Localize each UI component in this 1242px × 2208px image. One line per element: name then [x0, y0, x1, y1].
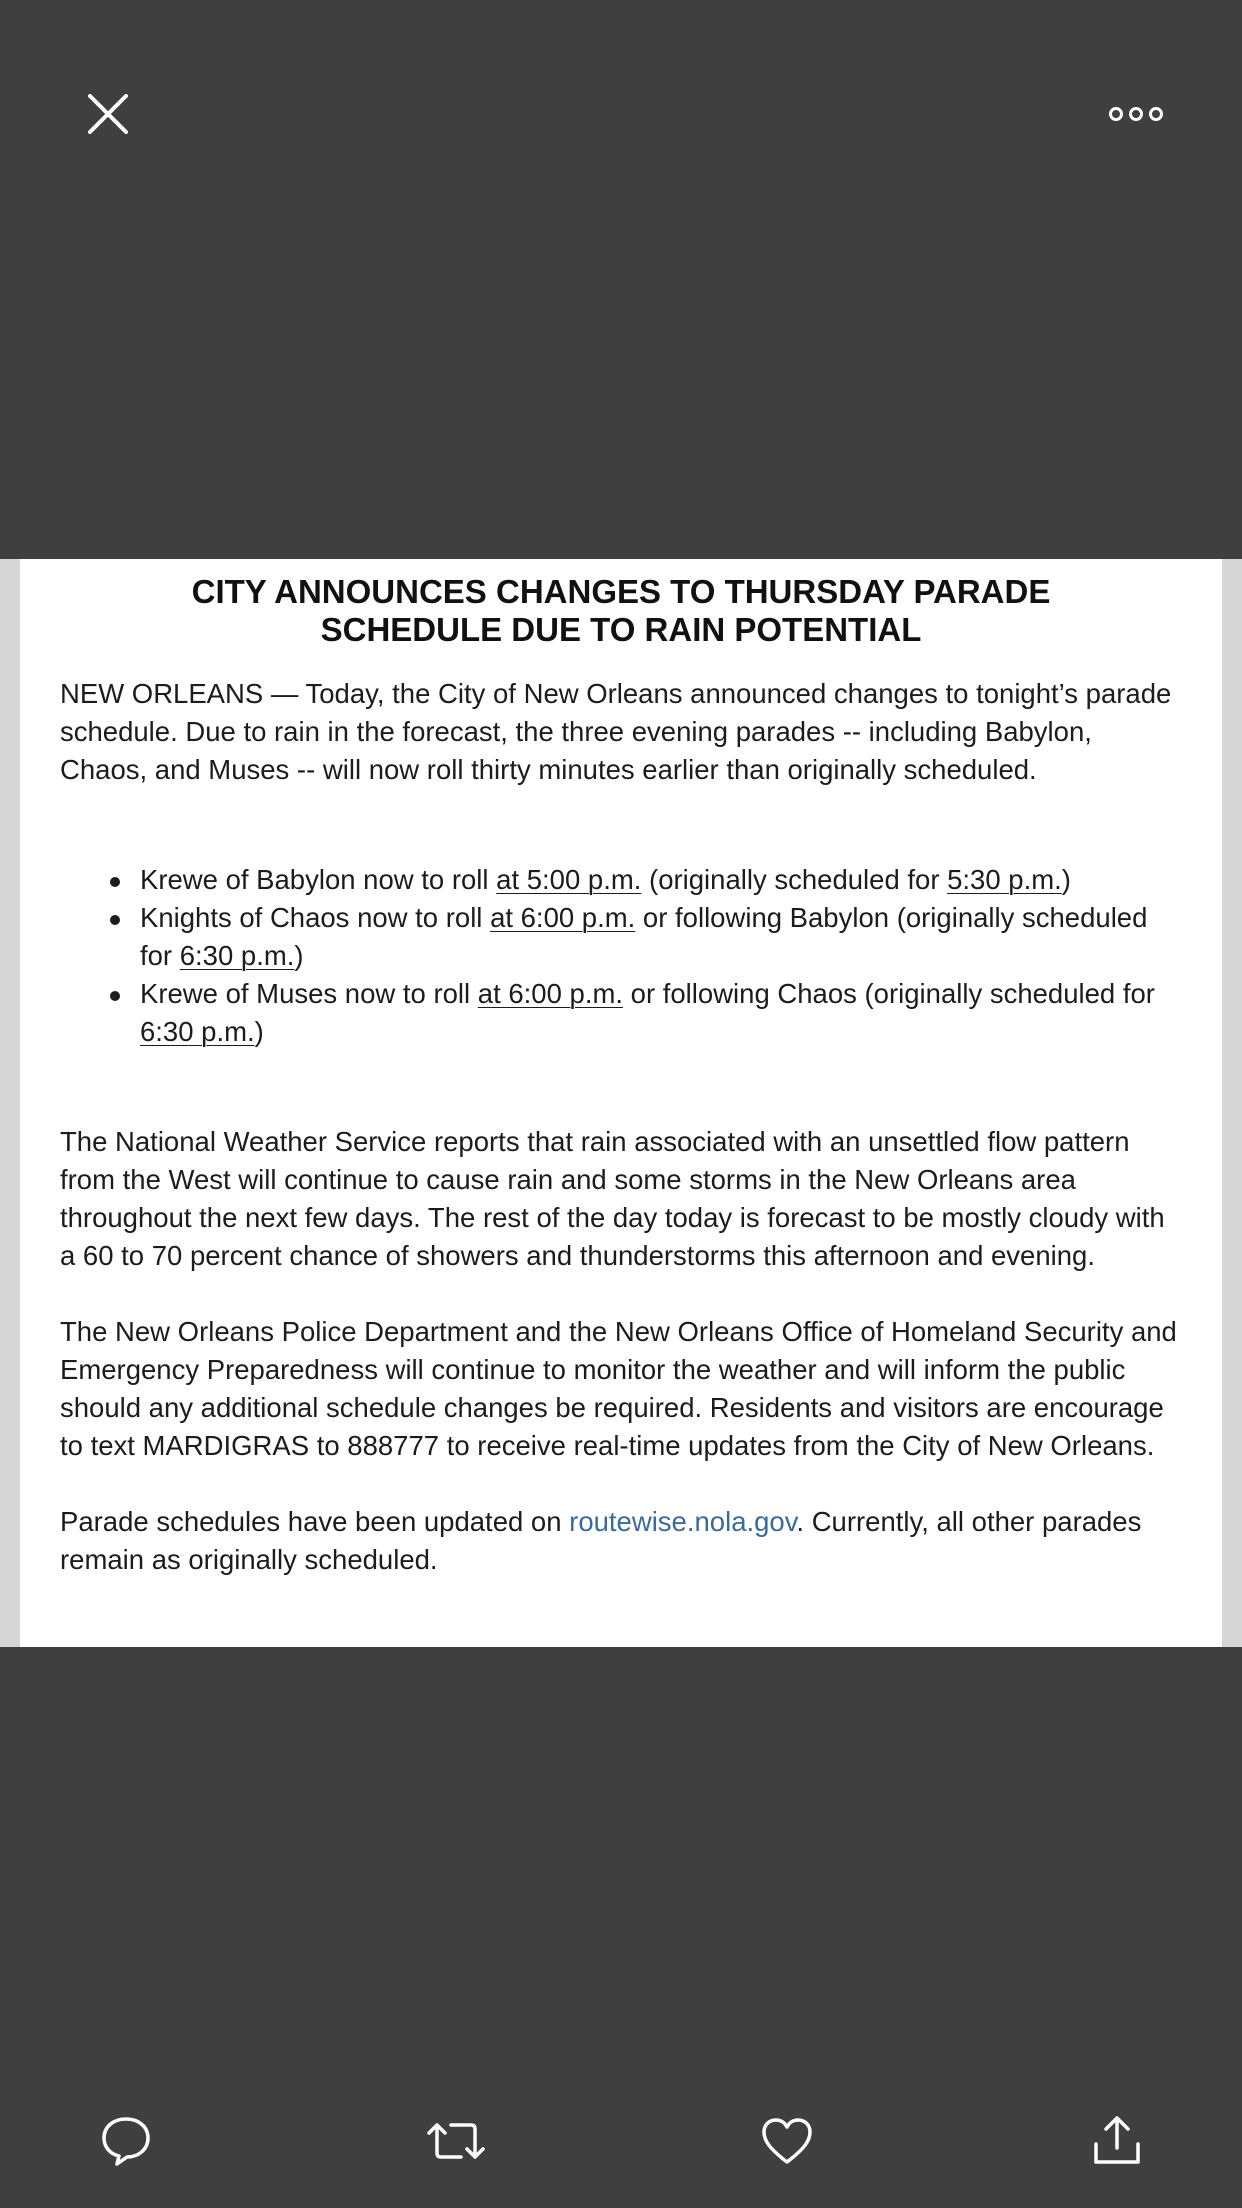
item-text: Krewe of Muses now to roll [140, 978, 478, 1009]
reply-icon [99, 2114, 153, 2168]
schedule-item-chaos [60, 899, 1182, 975]
weather-paragraph: The National Weather Service reports that rain associated with an unsettled flow pattern from the West will continue to cause rain and some storms in the New Orleans area throughout the next few days. The rest of the day today is forecast to be mostly cloudy with a 60 to 70 percent chance of showers and thunderstorms this afternoon and evening. [60, 1126, 1165, 1271]
item-text: or following Babylon (originally scheduled for [140, 902, 1148, 971]
closing-text: Parade schedules have been updated on [60, 1506, 570, 1537]
title-line-1: CITY ANNOUNCES CHANGES TO THURSDAY PARADE [191, 573, 1051, 610]
item-text: (originally scheduled for [641, 864, 948, 895]
reply-button[interactable] [91, 2108, 161, 2174]
original-time: 6:30 p.m. [179, 940, 295, 971]
like-button[interactable] [752, 2108, 822, 2174]
schedule-item-babylon [60, 861, 1182, 899]
closing-paragraph [60, 1503, 1182, 1579]
routewise-link[interactable]: routewise.nola.gov [569, 1506, 797, 1537]
original-time: 6:30 p.m. [140, 1016, 255, 1047]
schedule-item-muses [60, 975, 1182, 1051]
bullet-dot [110, 991, 120, 1001]
close-icon [88, 94, 128, 134]
media-image[interactable] [0, 559, 1242, 1647]
share-button[interactable] [1082, 2108, 1152, 2174]
schedule-list [60, 861, 1182, 1051]
tweet-action-bar [0, 2100, 1242, 2180]
item-text: ) [254, 1016, 264, 1047]
item-text: ) [294, 940, 304, 971]
bullet-dot [110, 877, 120, 887]
closing-text: . Currently, all other parades remain as originally scheduled. [60, 1506, 1142, 1575]
retweet-button[interactable] [421, 2108, 491, 2174]
bullet-dot [110, 915, 120, 925]
new-time: at 6:00 p.m. [477, 978, 624, 1009]
intro-paragraph: NEW ORLEANS — Today, the City of New Orleans announced changes to tonight’s parade schedule. Due to rain in the forecast, the three evening parades -- including Babylon, Chaos, and Muses -- will now roll thirty minutes earlier than originally scheduled. [60, 678, 1172, 785]
more-options-icon [1108, 106, 1164, 122]
new-time: at 5:00 p.m. [496, 864, 642, 895]
item-text: Knights of Chaos now to roll [140, 902, 491, 933]
item-text: or following Chaos (originally scheduled for [623, 978, 1155, 1009]
share-icon [1090, 2114, 1144, 2168]
document-title [60, 573, 1182, 649]
original-time: 5:30 p.m. [947, 864, 1062, 895]
more-options-button[interactable] [1090, 84, 1182, 144]
item-text: ) [1061, 864, 1071, 895]
close-button[interactable] [68, 78, 148, 150]
police-paragraph: The New Orleans Police Department and the New Orleans Office of Homeland Security and Emergency Preparedness will continue to monitor the weather and will inform the public should any additional schedule changes be required. Residents and visitors are encourage to text MARDIGRAS to 888777 to receive real-time updates from the City of New Orleans. [60, 1316, 1177, 1461]
press-release-document [20, 559, 1222, 1647]
new-time: at 6:00 p.m. [490, 902, 636, 933]
retweet-icon [425, 2117, 487, 2165]
title-line-2: SCHEDULE DUE TO RAIN POTENTIAL [320, 611, 922, 648]
item-text: Krewe of Babylon now to roll [140, 864, 497, 895]
like-heart-icon [760, 2116, 814, 2166]
